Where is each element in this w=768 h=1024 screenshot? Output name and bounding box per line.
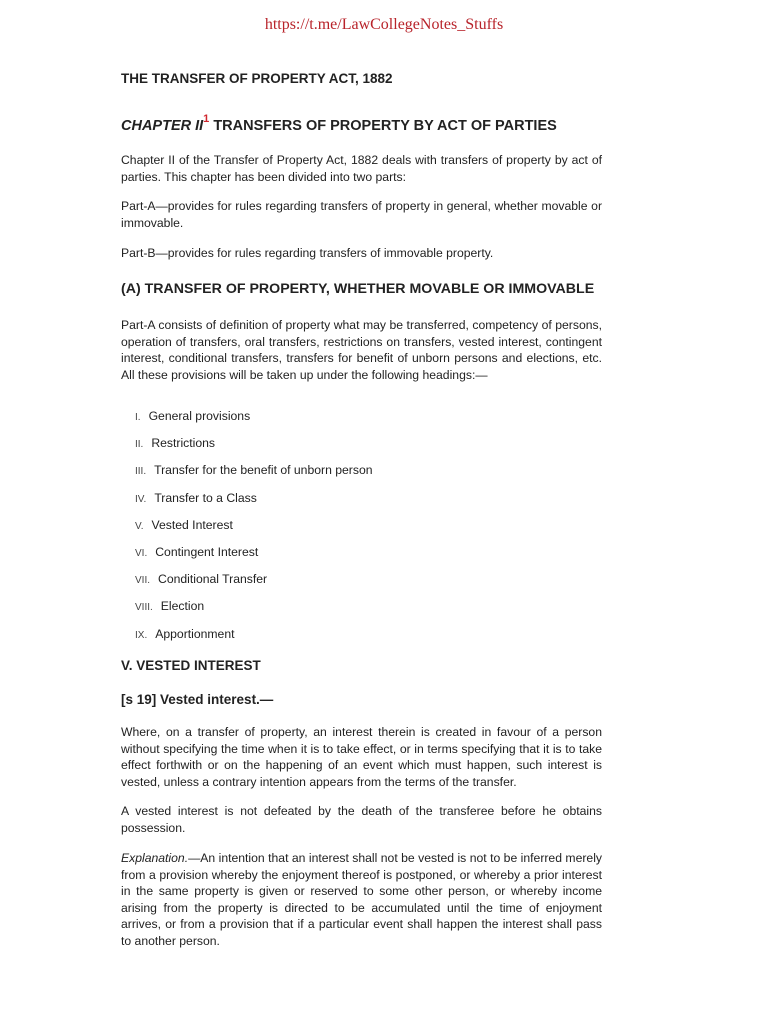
list-number: I. bbox=[135, 412, 141, 423]
list-text: Conditional Transfer bbox=[158, 572, 268, 587]
list-text: Transfer to a Class bbox=[154, 490, 257, 505]
list-text: Restrictions bbox=[151, 436, 216, 451]
list-number: III. bbox=[135, 466, 147, 478]
list-number: IV. bbox=[135, 493, 147, 505]
explanation-text: —An intention that an interest shall not be vested is not to be inferred merely from a provision whereby the enjoyment thereof is postponed, or whereby a prior interest in the same property is given or reserved to some other person, or whereby income arising from the property is directed to be accumulated until the time of enjoyment arrives, or from a provision that if a particular event shall happen the interest shall pass to another person. bbox=[121, 851, 602, 948]
list-item bbox=[135, 462, 373, 489]
act-title: THE TRANSFER OF PROPERTY ACT, 1882 bbox=[121, 71, 393, 86]
explanation-label: Explanation. bbox=[121, 851, 189, 865]
list-number: II. bbox=[135, 439, 144, 451]
footnote-marker[interactable]: 1 bbox=[203, 113, 210, 125]
explanation-paragraph bbox=[121, 850, 602, 950]
list-item bbox=[135, 598, 373, 625]
list-item bbox=[135, 626, 373, 653]
list-text: Transfer for the benefit of unborn person bbox=[154, 463, 373, 478]
intro-paragraph-1: Chapter II of the Transfer of Property Act, 1882 deals with transfers of property by act of parties. This chapter has been divided into two parts: bbox=[121, 153, 602, 184]
list-number: VII. bbox=[135, 575, 151, 587]
list-item bbox=[135, 517, 373, 544]
telegram-link[interactable]: https://t.me/LawCollegeNotes_Stuffs bbox=[264, 16, 504, 33]
list-number: IX. bbox=[135, 629, 148, 641]
list-text: Contingent Interest bbox=[155, 544, 259, 559]
chapter-label: CHAPTER II bbox=[121, 117, 204, 134]
intro-paragraph-3: Part-B—provides for rules regarding transfers of immovable property. bbox=[121, 246, 494, 260]
list-item bbox=[135, 490, 373, 517]
section-19-paragraph-2: A vested interest is not defeated by the death of the transferee before he obtains possession. bbox=[121, 804, 602, 835]
headings-list bbox=[135, 408, 373, 653]
list-text: Election bbox=[160, 599, 205, 614]
chapter-heading bbox=[121, 115, 557, 134]
intro-paragraph-2: Part-A—provides for rules regarding transfers of property in general, whether movable or immovable. bbox=[121, 199, 602, 230]
list-item bbox=[135, 544, 373, 571]
section-19-paragraph-1: Where, on a transfer of property, an interest therein is created in favour of a person without specifying the time when it is to take effect, or in terms specifying that it is to take effect forthwith or on the happening of an event which must happen, such interest is vested, unless a contrary intention appears from the terms of the transfer. bbox=[121, 725, 602, 789]
list-item bbox=[135, 571, 373, 598]
vested-interest-heading: V. VESTED INTEREST bbox=[121, 658, 261, 673]
chapter-title: TRANSFERS OF PROPERTY BY ACT OF PARTIES bbox=[213, 117, 557, 134]
list-text: General provisions bbox=[148, 409, 251, 423]
list-item bbox=[135, 435, 373, 462]
list-number: VI. bbox=[135, 547, 148, 559]
section-a-heading: (A) TRANSFER OF PROPERTY, WHETHER MOVABLE OR IMMOVABLE bbox=[121, 281, 595, 297]
section-a-paragraph: Part-A consists of definition of property what may be transferred, competency of persons, operation of transfers, oral transfers, restrictions on transfers, vested interest, contingent interest, conditional transfers, transfers for benefit of unborn persons and elections, etc. All these provisions will be taken up under the following headings:— bbox=[121, 318, 602, 382]
section-19-heading: [s 19] Vested interest.— bbox=[121, 692, 274, 707]
list-text: Apportionment bbox=[155, 626, 235, 641]
list-item bbox=[135, 408, 373, 435]
list-number: V. bbox=[135, 520, 144, 532]
list-number: VIII. bbox=[135, 602, 153, 614]
list-text: Vested Interest bbox=[151, 517, 233, 532]
